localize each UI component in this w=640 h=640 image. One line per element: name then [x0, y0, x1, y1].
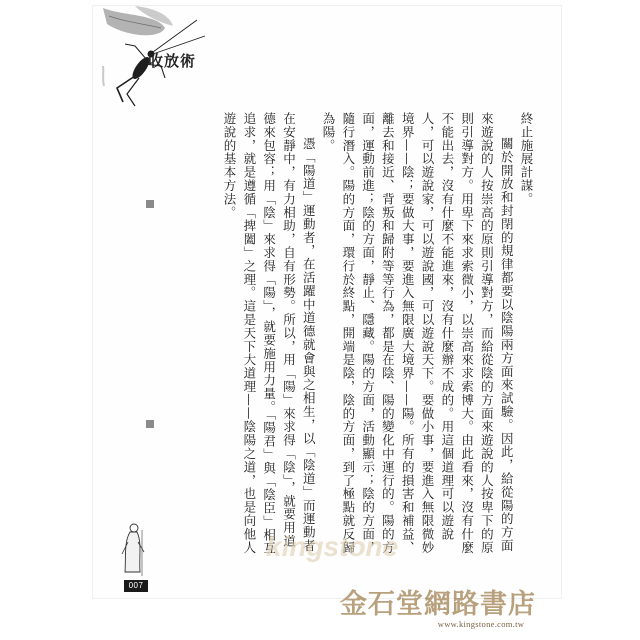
- margin-marker: [146, 200, 154, 208]
- store-url-watermark: www.kingstone.com.tw: [437, 619, 525, 629]
- paragraph: 關於開放和封閉的規律都要以陰陽兩方面來試驗。因此，給從陽的方面來遊說的人按崇高的原則引導對方，而給從陰的方面來遊說的人按卑下的原則引導對方。用卑下來求索微小，以崇高來求索博大。由此看來，沒有什麼不能出去，沒有什麼不能進來，沒有什麼辦不成的。用這個道理可以遊說人，可以遊說家，可以遊說國，可以遊說天下。要做小事，要進入無限微妙境界——陰；要做大事，要進入無限廣大境界——陽。所有的損害和補益、離去和接近、背叛和歸附等等行為，都是在陰、陽的變化中運行的。陽的方面，運動前進；陰的方面，靜止、隱藏。陽的方面，活動顯示；陰的方面，隨行潛入。陽的方面，環行於終點，開端是陰，陰的方面，到了極點就反歸為陽。: [321, 112, 515, 555]
- svg-text:金石堂網路書店: 金石堂網路書店: [340, 589, 536, 620]
- paragraph: 終止施展計謀。: [519, 112, 534, 206]
- body-text: [190, 112, 536, 560]
- store-name-watermark: [338, 586, 588, 620]
- paragraph: 憑「陽道」運動者，在活躍中道德就會與之相生，以「陰道」而運動者在安靜中，有力相助，自有形勢。所以，用「陽」來求得「陰」，就要用道德來包容；用「陰」來求得「陽」，就要施用力量。「陽君」與「陰臣」相互追求，就是遵循「捭闔」之理。這是天下大道理——陰陽之道，也是向他人遊說的基本方法。: [222, 112, 317, 556]
- book-title: 收放術: [148, 52, 197, 70]
- sage-figure-icon: [120, 520, 146, 578]
- page-number: 007: [124, 580, 148, 592]
- kingstone-logo-watermark: [262, 530, 412, 564]
- svg-text:kingstone: kingstone: [266, 531, 399, 562]
- margin-marker: [146, 420, 154, 428]
